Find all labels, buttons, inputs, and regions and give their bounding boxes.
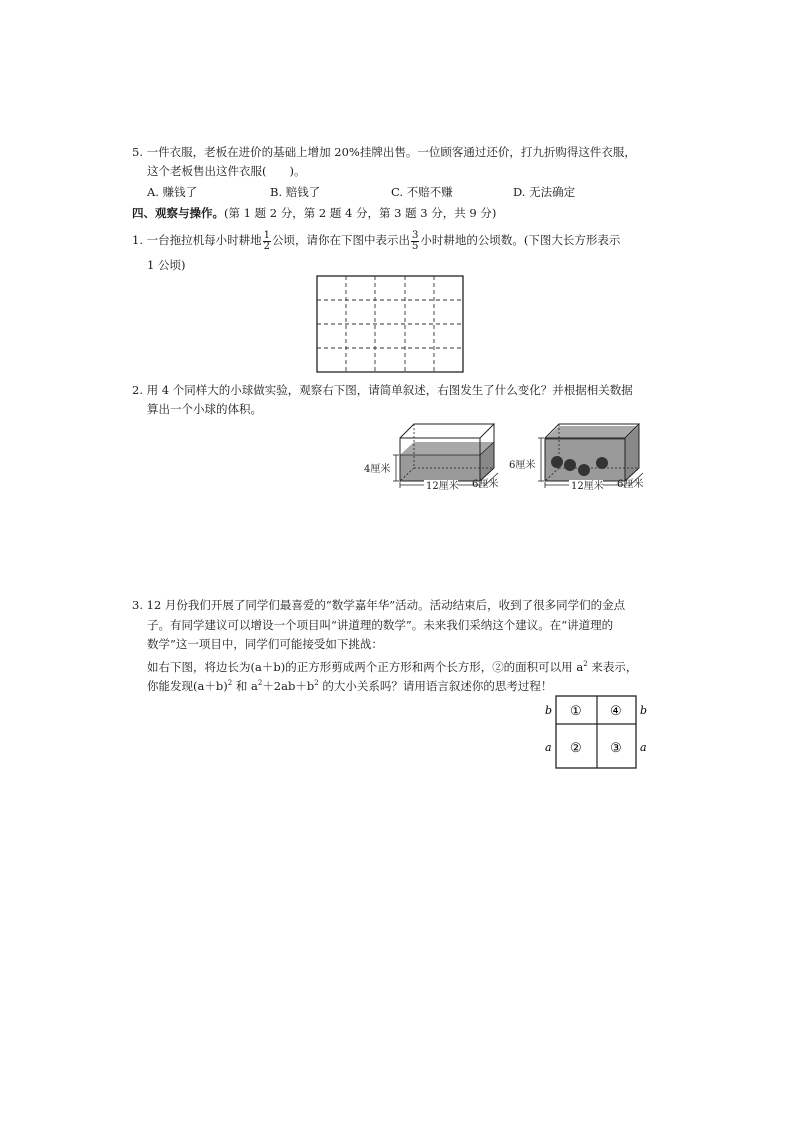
q5-option-b[interactable]: B. 赔钱了 [270,185,321,199]
q5-option-a[interactable]: A. 赚钱了 [147,185,198,199]
q2-line1 [132,382,633,398]
q5-option-d[interactable]: D. 无法确定 [513,185,576,199]
q2-line2: 算出一个小球的体积。 [147,402,262,416]
left-tank-height-label: 4厘米 [364,464,391,475]
ball-2 [564,459,576,471]
right-label-b: b [640,704,648,717]
section-heading [132,205,496,221]
q1-text-c: 小时耕地的公顷数。(下图大长方形表示 [420,233,621,247]
q5-number: 5. [132,145,143,159]
q3-text-line1: 12 月份我们开展了同学们最喜爱的“数学嘉年华”活动。活动结束后，收到了很多同学们的金点 [146,598,626,612]
right-label-a: a [640,741,647,754]
ball-4 [596,457,608,469]
q1-text-b: 公顷，请你在下图中表示出 [272,233,411,247]
q5-option-c[interactable]: C. 不赔不赚 [391,185,453,199]
q3-number: 3. [132,598,143,612]
fraction-one-half: $\frac{1}{2}$ [263,229,271,252]
q3-line4: 如右下图，将边长为(a＋b)的正方形剪成两个正方形和两个长方形，②的面积可以用 $a^2$ 来表示， [147,659,638,674]
q5-line2: 这个老板售出这件衣服( )。 [147,164,306,178]
q2-number: 2. [132,383,143,397]
left-label-a: a [545,741,552,754]
q5-line1 [132,144,636,160]
cell-4-label: ④ [610,704,622,719]
q3-line1 [132,597,625,613]
q1-line1 [132,229,620,252]
ball-3 [578,464,590,476]
q3-line3: 数学”这一项目中，同学们可能接受如下挑战： [147,637,383,651]
right-tank-width-label: 6厘米 [617,479,644,490]
left-tank-width-label: 6厘米 [472,479,499,490]
left-tank-length-label: 12厘米 [426,481,459,492]
q3-line2: 子。有同学建议可以增设一个项目叫“讲道理的数学”。未来我们采纳这个建议。在“讲道理的 [147,618,614,632]
tank-after-diagram [505,418,655,498]
right-tank-height-label: 6厘米 [509,460,536,471]
hectare-grid [316,275,466,375]
q1-line2: 1 公顷) [147,258,186,272]
right-tank-length-label: 12厘米 [571,481,604,492]
q1-text-a: 一台拖拉机每小时耕地 [146,233,262,247]
section-points: (第 1 题 2 分，第 2 题 4 分，第 3 题 3 分，共 9 分) [224,206,497,220]
q2-text-line1: 用 4 个同样大的小球做实验，观察右下图，请简单叙述，右图发生了什么变化？并根据相关数据 [146,383,633,397]
q1-number: 1. [132,233,143,247]
ball-1 [551,456,563,468]
section-title: 四、观察与操作。 [132,206,224,220]
q5-options [147,184,647,200]
square-diagram [538,694,658,774]
q5-text-line1: 一件衣服，老板在进价的基础上增加 20%挂牌出售。一位顾客通过还价，打九折购得这件衣服， [146,145,636,159]
cell-1-label: ① [570,704,582,719]
tank-before-diagram [360,418,510,498]
left-label-b: b [545,704,553,717]
cell-3-label: ③ [610,741,622,756]
fraction-three-fifths: $\frac{3}{5}$ [412,229,419,252]
q3-line5: 你能发现$(a+b)^2$ 和 $a^2+2ab+b^2$ 的大小关系吗？请用语言叙述你的思考过程！ [147,678,553,693]
cell-2-label: ② [570,741,582,756]
